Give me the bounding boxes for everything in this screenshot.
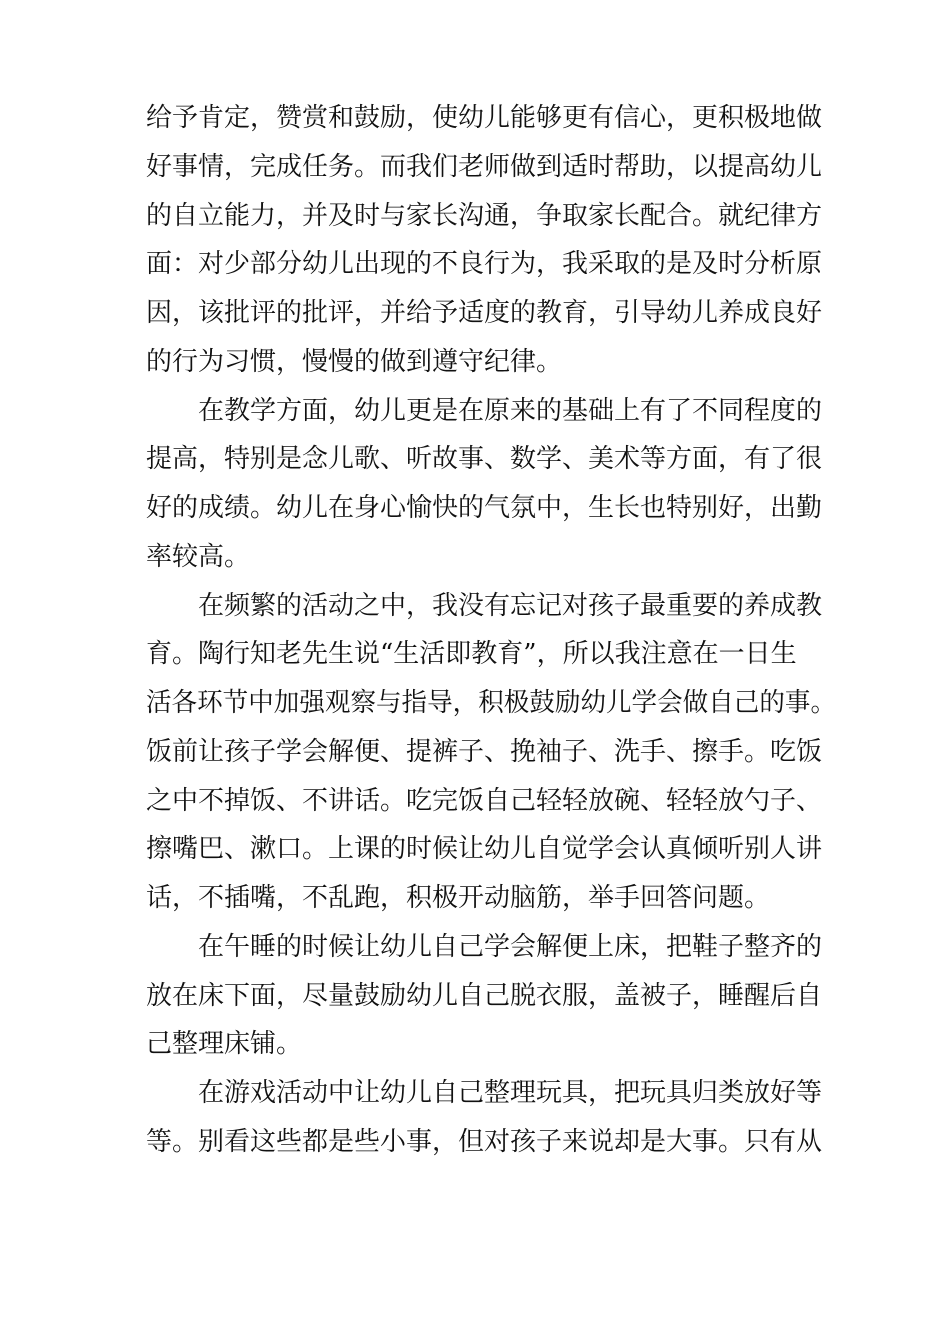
text-line: 的行为习惯，慢慢的做到遵守纪律。 [146, 346, 563, 377]
text-line: 给予肯定，赞赏和鼓励，使幼儿能够更有信心，更积极地做 [146, 103, 823, 133]
text-line: 面：对少部分幼儿出现的不良行为，我采取的是及时分析原 [146, 249, 823, 280]
text-line: 饭前让孩子学会解便、提裤子、挽袖子、洗手、擦手。吃饭 [146, 736, 823, 767]
paragraph-first-line: 在游戏活动中让幼儿自己整理玩具，把玩具归类放好等 [198, 1078, 823, 1108]
text-line: 己整理床铺。 [146, 1029, 303, 1060]
text-line: 率较高。 [146, 541, 251, 572]
text-line: 话，不插嘴，不乱跑，积极开动脑筋，举手回答问题。 [146, 883, 771, 913]
text-line: 因，该批评的批评，并给予适度的教育，引导幼儿养成良好 [146, 298, 823, 328]
text-line: 之中不掉饭、不讲话。吃完饭自己轻轻放碗、轻轻放勺子、 [146, 785, 823, 816]
text-line: 好的成绩。幼儿在身心愉快的气氛中，生长也特别好，出勤 [146, 493, 823, 523]
text-line: 放在床下面，尽量鼓励幼儿自己脱衣服，盖被子，睡醒后自 [146, 980, 823, 1011]
text-line: 好事情，完成任务。而我们老师做到适时帮助，以提高幼儿 [146, 151, 823, 182]
paragraph-first-line: 在午睡的时候让幼儿自己学会解便上床，把鞋子整齐的 [198, 931, 823, 962]
document-body [146, 94, 837, 1167]
text-line: 育。陶行知老先生说“生活即教育”，所以我注意在一日生 [146, 639, 797, 670]
text-line: 提高，特别是念儿歌、听故事、数学、美术等方面，有了很 [146, 444, 823, 475]
paragraph-first-line: 在频繁的活动之中，我没有忘记对孩子最重要的养成教 [198, 590, 823, 621]
text-line: 活各环节中加强观察与指导，积极鼓励幼儿学会做自己的事。 [146, 688, 837, 718]
text-line: 等。别看这些都是些小事，但对孩子来说却是大事。只有从 [146, 1126, 823, 1157]
paragraph-first-line: 在教学方面，幼儿更是在原来的基础上有了不同程度的 [198, 395, 823, 426]
text-line: 擦嘴巴、漱口。上课的时候让幼儿自觉学会认真倾听别人讲 [146, 834, 823, 865]
text-line: 的自立能力，并及时与家长沟通，争取家长配合。就纪律方 [146, 200, 823, 231]
